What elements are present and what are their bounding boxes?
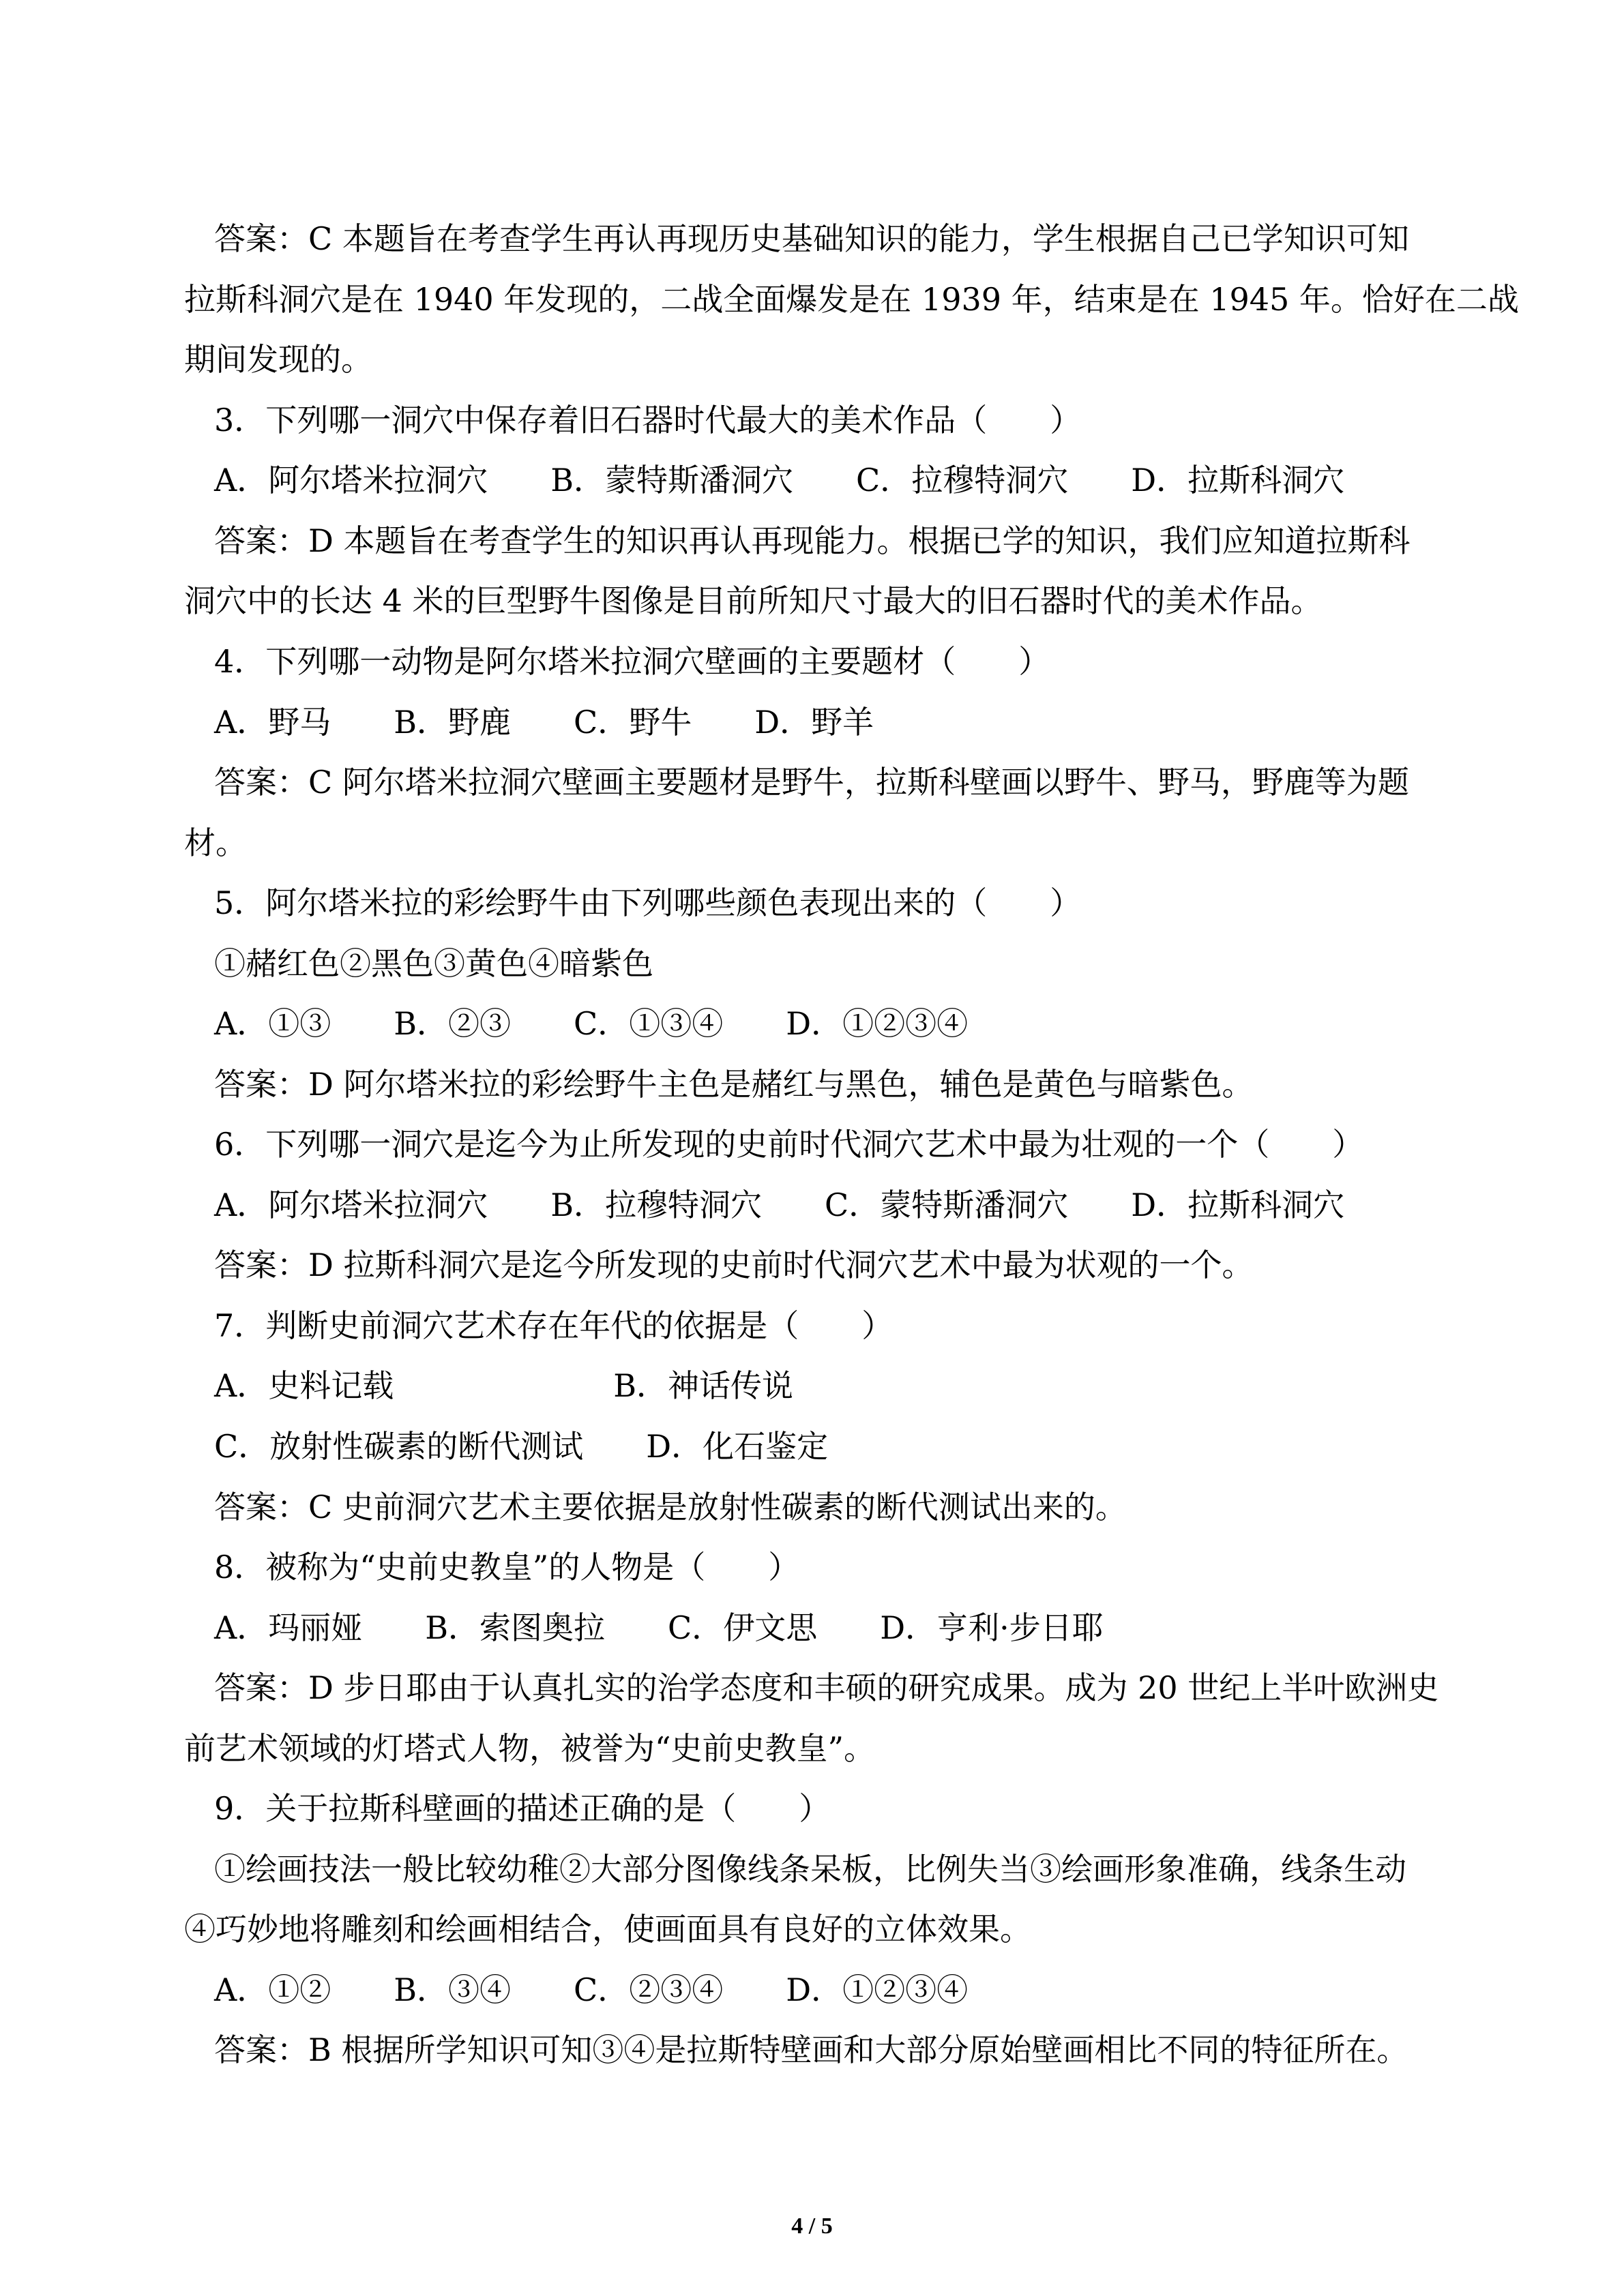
question-5: 5．阿尔塔米拉的彩绘野牛由下列哪些颜色表现出来的（ ）	[214, 884, 1082, 921]
question-8-options: A．玛丽娅 B．索图奥拉 C．伊文思 D．亨利·步日耶	[214, 1609, 1104, 1646]
answer-9: 答案：B 根据所学知识可知③④是拉斯特壁画和大部分原始壁画相比不同的特征所在。	[214, 2031, 1408, 2068]
answer-2-line-3: 期间发现的。	[184, 341, 372, 378]
question-6-options: A．阿尔塔米拉洞穴 B．拉穆特洞穴 C．蒙特斯潘洞穴 D．拉斯科洞穴	[214, 1187, 1345, 1223]
question-9-options: A．①② B．③④ C．②③④ D．①②③④	[214, 1971, 969, 2008]
page-number: 4 / 5	[791, 2213, 833, 2239]
answer-4-line-1: 答案：C 阿尔塔米拉洞穴壁画主要题材是野牛，拉斯科壁画以野牛、野马，野鹿等为题	[214, 764, 1409, 801]
answer-2-line-1: 答案：C 本题旨在考查学生再认再现历史基础知识的能力，学生根据自己已学知识可知	[214, 220, 1409, 257]
question-8: 8．被称为“史前史教皇”的人物是（ ）	[214, 1549, 800, 1585]
answer-3-line-2: 洞穴中的长达 4 米的巨型野牛图像是目前所知尺寸最大的旧石器时代的美术作品。	[184, 582, 1323, 619]
question-6: 6．下列哪一洞穴是迄今为止所发现的史前时代洞穴艺术中最为壮观的一个（ ）	[214, 1126, 1364, 1163]
answer-2-line-2: 拉斯科洞穴是在 1940 年发现的，二战全面爆发是在 1939 年，结束是在 1945 年。恰好在二战	[184, 281, 1519, 318]
question-3: 3．下列哪一洞穴中保存着旧石器时代最大的美术作品（ ）	[214, 402, 1082, 438]
question-9-items-line-1: ①绘画技法一般比较幼稚②大部分图像线条呆板，比例失当③绘画形象准确，线条生动	[214, 1851, 1406, 1888]
answer-5: 答案：D 阿尔塔米拉的彩绘野牛主色是赭红与黑色，辅色是黄色与暗紫色。	[214, 1066, 1254, 1103]
answer-3-line-1: 答案：D 本题旨在考查学生的知识再认再现能力。根据已学的知识，我们应知道拉斯科	[214, 522, 1411, 559]
question-7-options-row-2: C．放射性碳素的断代测试 D．化石鉴定	[214, 1428, 829, 1465]
question-7-options-row-1: A．史料记载 B．神话传说	[214, 1367, 794, 1404]
answer-7: 答案：C 史前洞穴艺术主要依据是放射性碳素的断代测试出来的。	[214, 1489, 1127, 1525]
question-5-items: ①赭红色②黑色③黄色④暗紫色	[214, 945, 653, 982]
answer-8-line-1: 答案：D 步日耶由于认真扎实的治学态度和丰硕的研究成果。成为 20 世纪上半叶欧洲史	[214, 1669, 1439, 1706]
question-7: 7．判断史前洞穴艺术存在年代的依据是（ ）	[214, 1307, 894, 1344]
question-3-options: A．阿尔塔米拉洞穴 B．蒙特斯潘洞穴 C．拉穆特洞穴 D．拉斯科洞穴	[214, 462, 1345, 498]
question-5-options: A．①③ B．②③ C．①③④ D．①②③④	[214, 1005, 969, 1042]
answer-4-line-2: 材。	[184, 824, 247, 861]
answer-8-line-2: 前艺术领域的灯塔式人物，被誉为“史前史教皇”。	[184, 1730, 876, 1767]
answer-6: 答案：D 拉斯科洞穴是迄今所发现的史前时代洞穴艺术中最为状观的一个。	[214, 1247, 1254, 1283]
question-9-items-line-2: ④巧妙地将雕刻和绘画相结合，使画面具有良好的立体效果。	[184, 1911, 1031, 1948]
question-9: 9．关于拉斯科壁画的描述正确的是（ ）	[214, 1790, 831, 1827]
question-4-options: A．野马 B．野鹿 C．野牛 D．野羊	[214, 704, 874, 741]
question-4: 4．下列哪一动物是阿尔塔米拉洞穴壁画的主要题材（ ）	[214, 643, 1050, 680]
